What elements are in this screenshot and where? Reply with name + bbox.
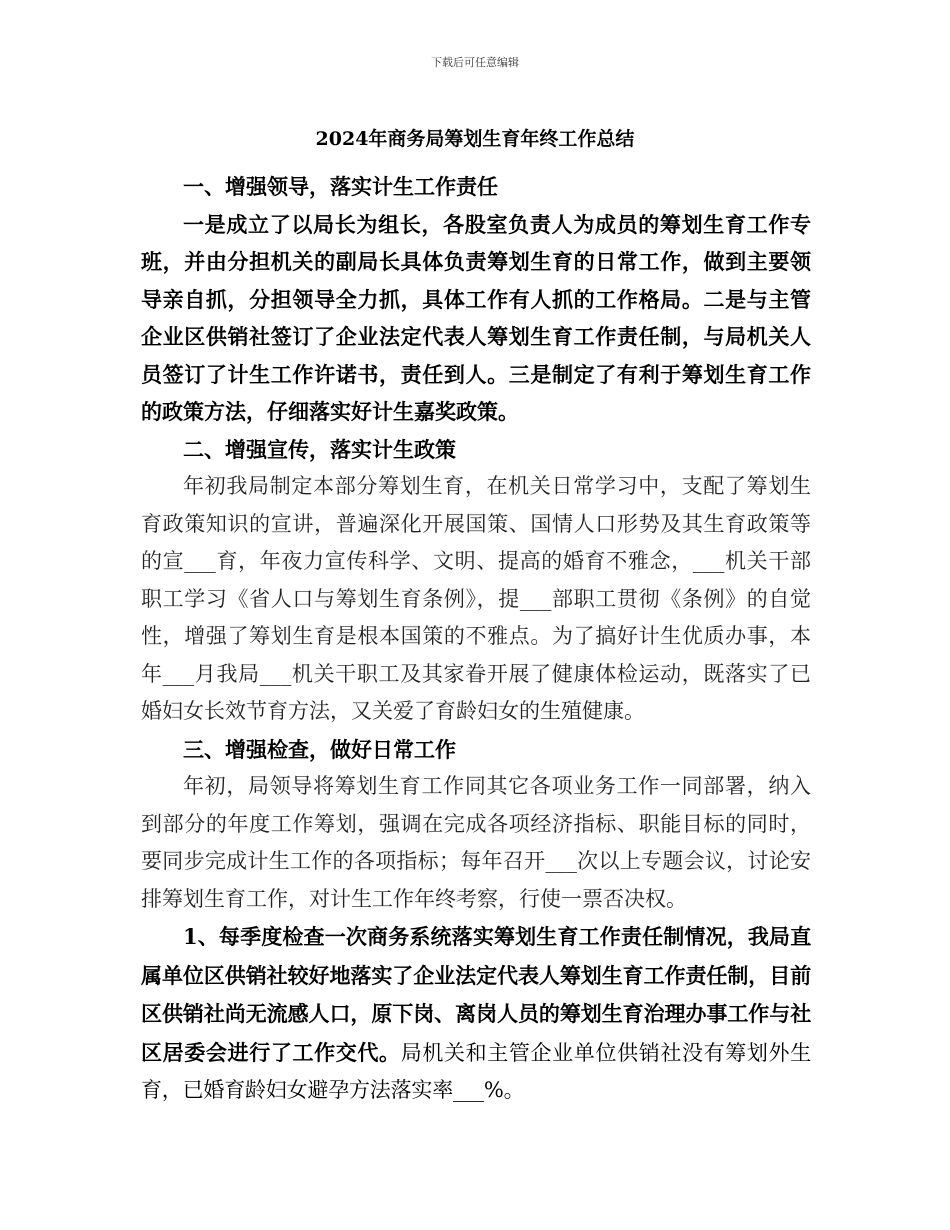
section-heading-2: 二、增强宣传，落实计生政策 [183, 436, 456, 462]
section-paragraph-3: 年初，局领导将筹划生育工作同其它各项业务工作一同部署，纳入到部分的年度工作筹划，强调在完成各项经济指标、职能目标的同时，要同步完成计生工作的各项指标；每年召开___次以上专题会议，讨论安排筹划生育工作，对计生工作年终考察，行使一票否决权。 [141, 774, 811, 911]
section-item-1 [141, 918, 811, 1110]
item-bold-text: 1、每季度检查一次商务系统落实筹划生育工作责任制情况，我局直属单位区供销社较好地落实了企业法定代表人筹划生育工作责任制，目前区供销社尚无流感人口，原下岗、离岗人员的筹划生育治理办事工作与社区居委会进行了工作交代。 [141, 924, 811, 1065]
document-title: 2024年商务局筹划生育年终工作总结 [315, 128, 635, 150]
section-heading-1: 一、增强领导，落实计生工作责任 [183, 174, 498, 199]
section-paragraph-2: 年初我局制定本部分筹划生育，在机关日常学习中，支配了筹划生育政策知识的宣讲，普遍深化开展国策、国情人口形势及其生育政策等的宣___育，年夜力宣传科学、文明、提高的婚育不雅念，___机关干部职工学习《省人口与筹划生育条例》，提___部职工贯彻《条例》的自觉性，增强了筹划生育是根本国策的不雅点。为了搞好计生优质办事，本年___月我局___机关干职工及其家眷开展了健康体检运动，既落实了已婚妇女长效节育方法，又关爱了育龄妇女的生殖健康。 [141, 474, 811, 723]
edit-notice: 下载后可任意编辑 [431, 56, 519, 69]
section-paragraph-1: 一是成立了以局长为组长，各股室负责人为成员的筹划生育工作专班，并由分担机关的副局长具体负责筹划生育的日常工作，做到主要领导亲自抓，分担领导全力抓，具体工作有人抓的工作格局。二是与主管企业区供销社签订了企业法定代表人筹划生育工作责任制，与局机关人员签订了计生工作许诺书，责任到人。三是制定了有利于筹划生育工作的政策方法，仔细落实好计生嘉奖政策。 [141, 211, 811, 424]
item-normal-text: 局机关和主管企业单位供销社没有筹划外生育，已婚育龄妇女避孕方法落实率___%。 [141, 1040, 811, 1102]
section-heading-3: 三、增强检查，做好日常工作 [183, 736, 456, 762]
document-body [141, 168, 811, 1110]
